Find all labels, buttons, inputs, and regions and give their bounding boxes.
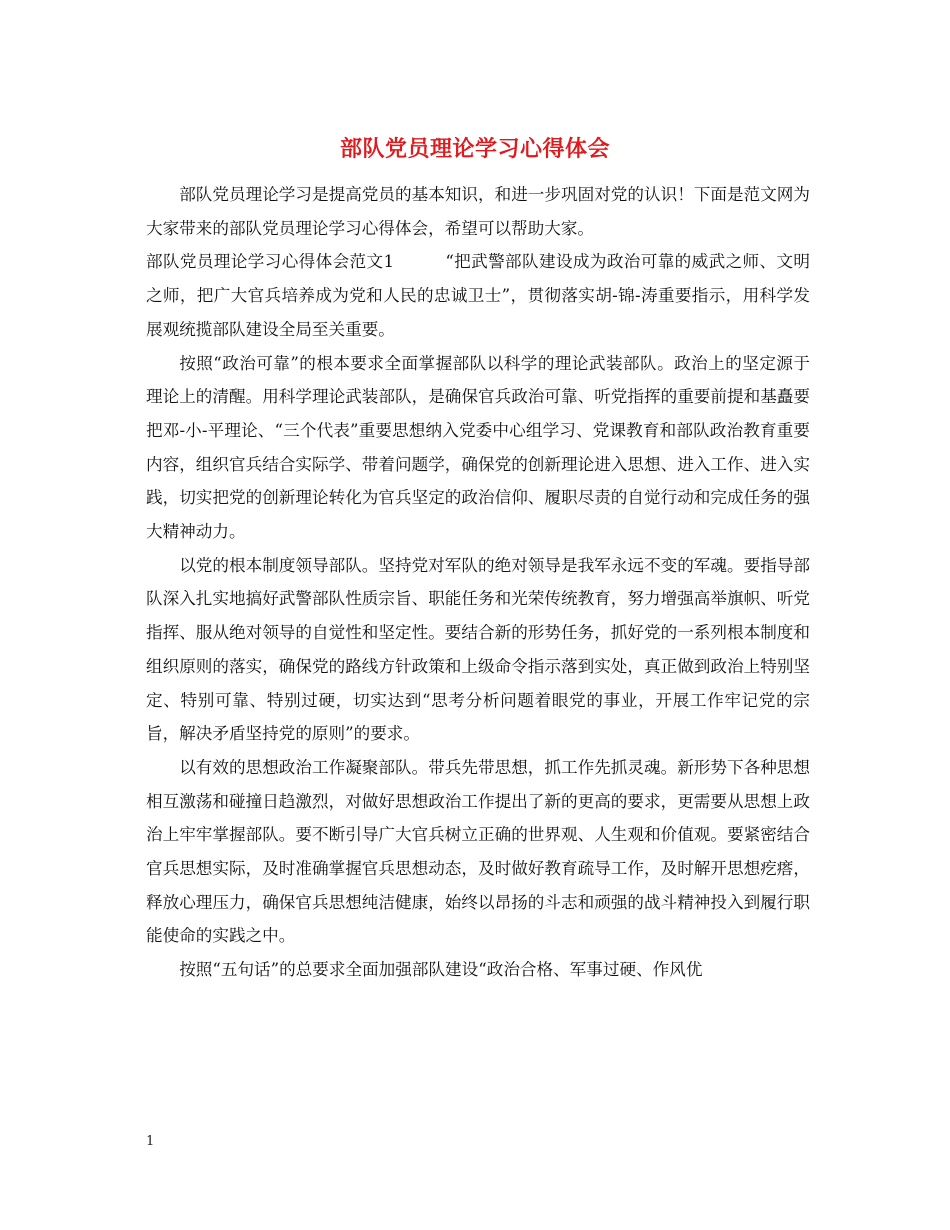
page-number: 1 (146, 1134, 155, 1149)
sample-intro: “把武警部队建设成为政治可靠的威武之师、文明之师，把广大官兵培养成为党和人民的忠诚卫士”，贯彻落实胡-锦-涛重要指示，用科学发展观统揽部队建设全局至关重要。 (146, 252, 811, 339)
sample-gap (394, 252, 445, 271)
body-paragraph-1: 按照“政治可靠”的根本要求全面掌握部队以科学的理论武装部队。政治上的坚定源于理论上的清醒。用科学理论武装部队，是确保官兵政治可靠、听党指挥的重要前提和基矗要把邓-小-平理论、“三个代表”重要思想纳入党委中心组学习、党课教育和部队政治教育重要内容，组织官兵结合实际学、带着问题学，确保党的创新理论进入思想、进入工作、进入实践，切实把党的创新理论转化为官兵坚定的政治信仰、履职尽责的自觉行动和完成任务的强大精神动力。 (146, 353, 810, 542)
sample-paragraph (146, 245, 810, 346)
document-title: 部队党员理论学习心得体会 (339, 136, 610, 162)
body-paragraph-3: 以有效的思想政治工作凝聚部队。带兵先带思想，抓工作先抓灵魂。新形势下各种思想相互激荡和碰撞日趋激烈，对做好思想政治工作提出了新的更高的要求，更需要从思想上政治上牢牢掌握部队。要不断引导广大官兵树立正确的世界观、人生观和价值观。要紧密结合官兵思想实际，及时准确掌握官兵思想动态，及时做好教育疏导工作，及时解开思想疙瘩，释放心理压力，确保官兵思想纯洁健康，始终以昂扬的斗志和顽强的战斗精神投入到履行职能使命的实践之中。 (146, 757, 810, 946)
document-body (146, 178, 810, 987)
body-paragraph-2: 以党的根本制度领导部队。坚持党对军队的绝对领导是我军永远不变的军魂。要指导部队深入扎实地搞好武警部队性质宗旨、职能任务和光荣传统教育，努力增强高举旗帜、听党指挥、服从绝对领导的自觉性和坚定性。要结合新的形势任务，抓好党的一系列根本制度和组织原则的落实，确保党的路线方针政策和上级命令指示落到实处，真正做到政治上特别坚定、特别可靠、特别过硬，切实达到“思考分析问题着眼党的事业，开展工作牢记党的宗旨，解决矛盾坚持党的原则”的要求。 (146, 555, 810, 744)
intro-paragraph: 部队党员理论学习是提高党员的基本知识，和进一步巩固对党的认识！下面是范文网为大家带来的部队党员理论学习心得体会，希望可以帮助大家。 (146, 185, 810, 238)
body-paragraph-4: 按照“五句话”的总要求全面加强部队建设“政治合格、军事过硬、作风优 (179, 960, 703, 980)
sample-heading: 部队党员理论学习心得体会范文1 (146, 252, 395, 272)
